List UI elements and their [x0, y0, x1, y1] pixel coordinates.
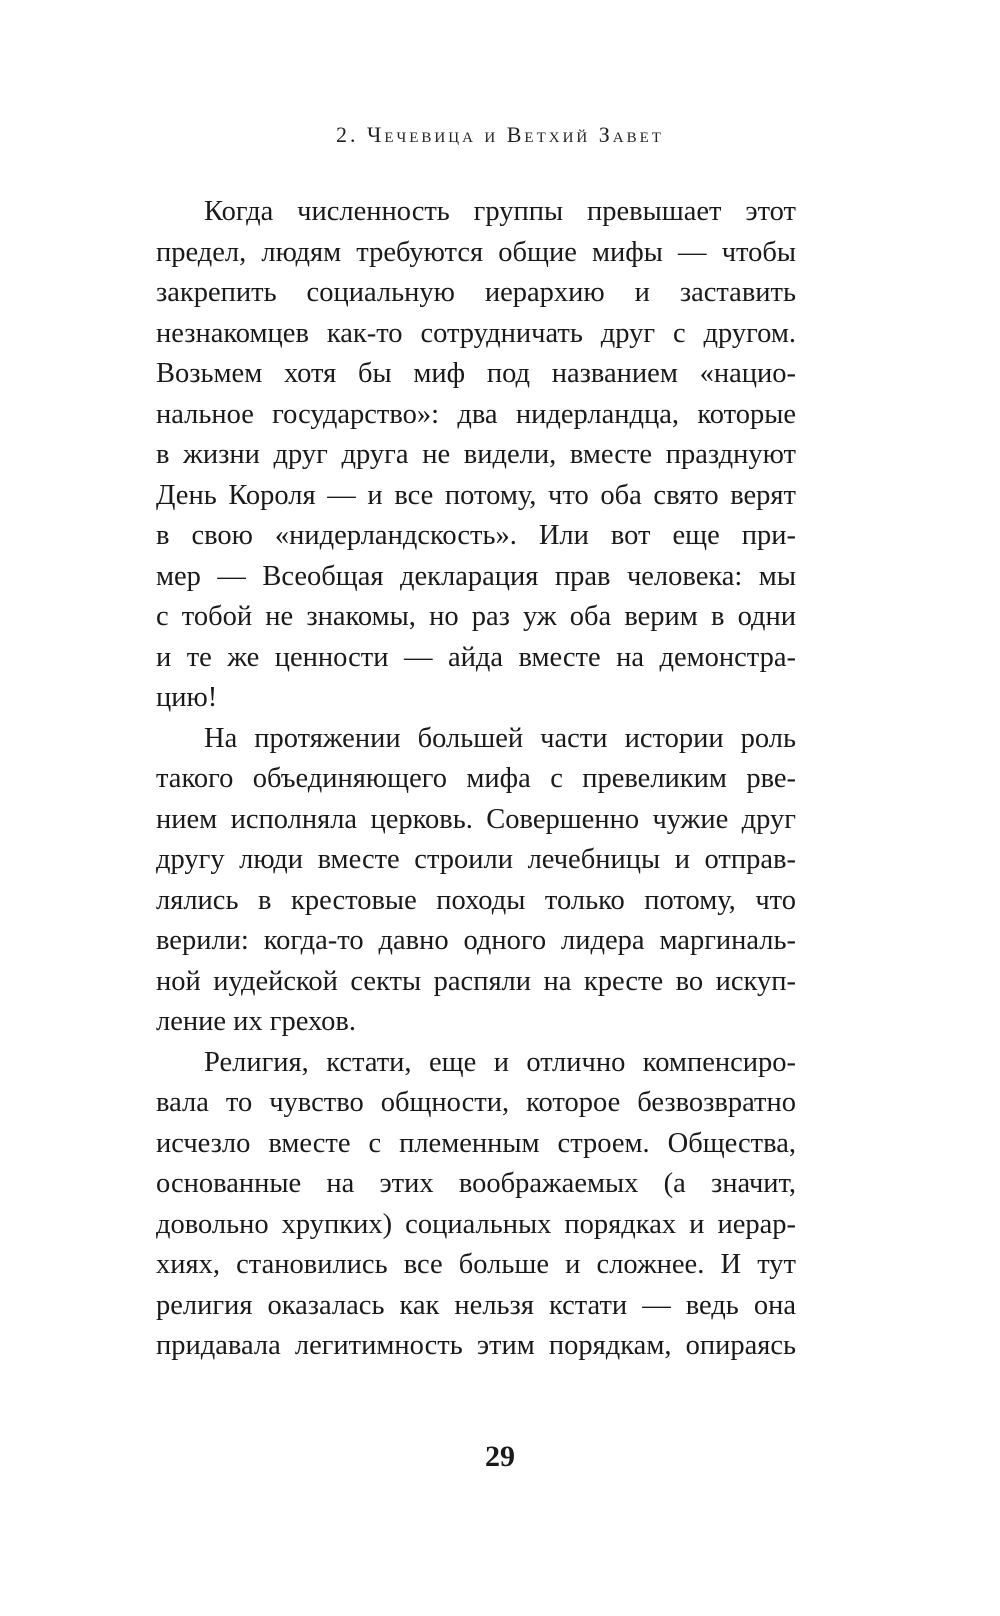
text-line: придавала легитимность этим порядкам, опираясь — [156, 1330, 796, 1361]
text-line: Когда численность группы превышает этот — [204, 196, 796, 227]
body-text — [156, 192, 796, 1367]
text-line: Возьмем хотя бы миф под названием «нацио- — [156, 358, 796, 389]
text-line: Религия, кстати, еще и отлично компенсиро- — [204, 1046, 796, 1078]
text-line: хиях, становились все больше и сложнее. И тут — [156, 1249, 796, 1280]
text-line: довольно хрупких) социальных порядках и иерар- — [156, 1208, 796, 1240]
text-line: ление их грехов. — [156, 1006, 356, 1037]
text-line: незнакомцев как-то сотрудничать друг с другом. — [156, 317, 796, 349]
text-line: и те же ценности — айда вместе на демонстра- — [156, 641, 796, 673]
text-line: цию! — [156, 682, 218, 713]
page-number: 29 — [485, 1440, 515, 1473]
text-line: такого объединяющего мифа с превеликим рве- — [156, 763, 796, 794]
running-head: 2. Чечевица и Ветхий Завет — [336, 122, 664, 147]
text-line: вала то чувство общности, которое безвозвратно — [156, 1087, 796, 1118]
text-line: с тобой не знакомы, но раз уж оба верим в одни — [156, 601, 796, 632]
text-line: День Короля — и все потому, что оба свято верят — [156, 479, 796, 511]
text-line: в свою «нидерландскость». Или вот еще при- — [156, 520, 796, 551]
text-line: исчезло вместе с племенным строем. Общества, — [156, 1127, 796, 1159]
text-line: предел, людям требуются общие мифы — чтобы — [156, 236, 796, 268]
text-line: религия оказалась как нельзя кстати — ведь она — [156, 1289, 796, 1321]
text-line: мер — Всеобщая декларация прав человека: мы — [156, 560, 796, 592]
text-line: в жизни друг друга не видели, вместе празднуют — [156, 439, 796, 470]
text-line: нальное государство»: два нидерландца, которые — [156, 398, 796, 430]
text-line: верили: когда-то давно одного лидера маргиналь- — [156, 925, 796, 956]
paragraph-3 — [156, 1043, 796, 1367]
paragraph-2 — [156, 719, 796, 1043]
text-line: лялись в крестовые походы только потому, что — [156, 884, 796, 916]
text-line: ной иудейской секты распяли на кресте во искуп- — [156, 965, 796, 997]
text-line: другу люди вместе строили лечебницы и отправ- — [156, 844, 796, 875]
text-line: основанные на этих воображаемых (а значит, — [156, 1168, 796, 1199]
text-line: нием исполняла церковь. Совершенно чужие друг — [156, 803, 796, 835]
text-line: На протяжении большей части истории роль — [204, 722, 796, 754]
text-line: закрепить социальную иерархию и заставить — [156, 277, 796, 308]
paragraph-1 — [156, 192, 796, 719]
